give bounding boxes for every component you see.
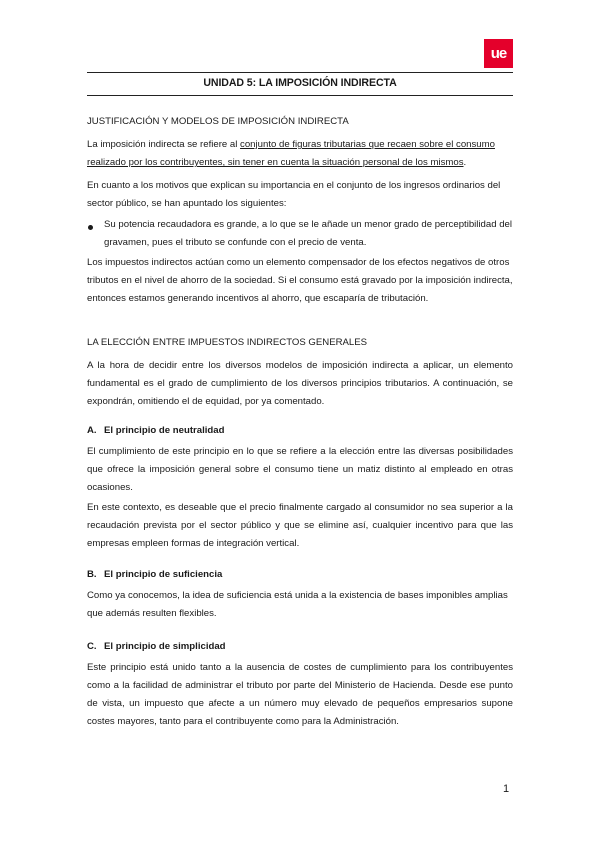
section-heading-justificacion: JUSTIFICACIÓN Y MODELOS DE IMPOSICIÓN INDIRECTA (87, 116, 349, 127)
ue-logo: ue (484, 39, 513, 68)
subheading-suficiencia: B. El principio de suficiencia (87, 569, 223, 580)
bullet-item: Su potencia recaudadora es grande, a lo que se le añade un menor grado de perceptibilidad del gravamen, pues el tributo se confunde con el precio de venta. (104, 219, 513, 248)
paragraph-suficiencia: Como ya conocemos, la idea de suficiencia está unida a la existencia de bases imponibles amplias que además resulten flexibles. (87, 590, 508, 619)
page-title: UNIDAD 5: LA IMPOSICIÓN INDIRECTA (203, 77, 397, 89)
page-number: 1 (503, 783, 510, 795)
header-rule-top (87, 72, 513, 73)
paragraph-neutralidad-2: En este contexto, es deseable que el precio finalmente cargado al consumidor no sea superior a la recaudación prevista por el sector público y que se elimine así, cualquier incentivo para que las empresas empleen formas de integración vertical. (87, 502, 513, 549)
subheading-simplicidad: C. El principio de simplicidad (87, 641, 226, 652)
paragraph-motivos: En cuanto a los motivos que explican su importancia en el conjunto de los ingresos ordinarios del sector público, se han apuntado los siguientes: (87, 180, 501, 209)
section-heading-eleccion: LA ELECCIÓN ENTRE IMPUESTOS INDIRECTOS GENERALES (87, 337, 368, 348)
paragraph-impuestos-indirectos: Los impuestos indirectos actúan como un elemento compensador de los efectos negativos de otros tributos en el nivel de ahorro de la sociedad. Si el consumo está gravado por la imposición indirecta, entonces estamos generando incentivos al ahorro, que escaparía de tributación. (87, 257, 513, 304)
paragraph-simplicidad: Este principio está unido tanto a la ausencia de costes de cumplimiento para los contribuyentes como a la facilidad de administrar el tributo por parte del Ministerio de Hacienda. Desde ese punto de vista, un impuesto que afecte a un número muy elevado de pequeños empresarios supone costes mayores, tanto para el contribuyente como para la Administración. (87, 662, 513, 727)
bullet-icon (88, 225, 93, 230)
definition-underlined: conjunto de figuras tributarias que recaen sobre el consumo realizado por los contribuyentes, sin tener en cuenta la situación personal de los mismos (87, 139, 495, 168)
paragraph-eleccion: A la hora de decidir entre los diversos modelos de imposición indirecta a aplicar, un elemento fundamental es el grado de cumplimiento de los diversos principios tributarios. A continuación, se expondrán, omitiendo el de equidad, por ya comentado. (87, 360, 513, 407)
header-rule-bottom (87, 95, 513, 96)
paragraph-definition: La imposición indirecta se refiere al conjunto de figuras tributarias que recaen sobre el consumo realizado por los contribuyentes, sin tener en cuenta la situación personal de los mismos. (87, 139, 495, 168)
paragraph-neutralidad-1: El cumplimiento de este principio en lo que se refiere a la elección entre las diversas posibilidades que ofrece la imposición general sobre el consumo tiene un matiz distinto al empleado en otras ocasiones. (87, 446, 513, 493)
subheading-neutralidad: A. El principio de neutralidad (87, 425, 225, 436)
